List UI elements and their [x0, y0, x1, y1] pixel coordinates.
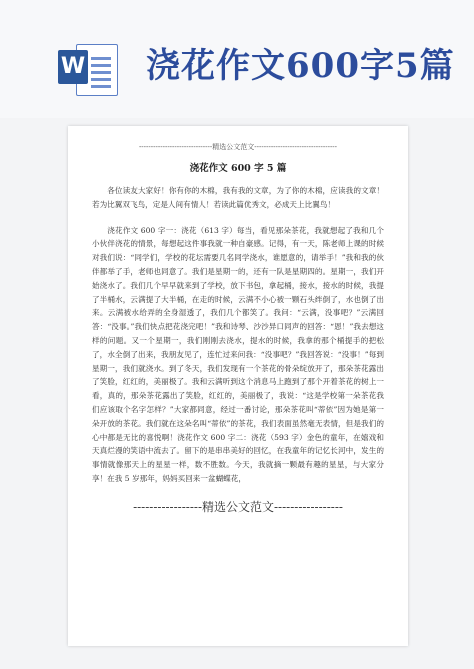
essay-paragraph: 浇花作文 600 字一：浇花（613 字）每当，看见那朵茶花，我就想起了我和几个小伙伴浇花的情景，每想起这件事我就一种自豪感。记得，有一天，陈老师上课的时候对我们说：“同学们，学校的花坛需要几名同学浇水，谁愿意的，请举手！”我和我的伙伴都举了手，老师也同意了。我们是星期一的，还有一队是星期四的。星期一，我们开始浇水了。我们几个早早就来到了学校，放下书包，拿起桶，接水，接水的时候，我提了半桶水，云满提了大半桶，在走的时候，云满不小心被一颗石头绊倒了，水也倒了出来。云满被水给弄的全身湿透了，我们几个都笑了。我问：“云满，没事吧？”云满回答：“没事。”我们快点把花浇完吧！”我和诗琴、沙沙异口同声的回答：“恩！”我去想这样的问题。又一个星期一，我们刚刚去浇水，提水的时候，我拿的那个桶提手的把松了，水全倒了出来，我朋友见了，连忙过来问我：“没事吧？”我回答说：“没事！”每到星期一，我们就浇水。到了冬天，我们发现有一个茶花的骨朵绽放开了，那朵茶花露出了笑脸，红红的，美丽极了。我和云满听到这个消息马上跑到了那个开着茶花的树上一看，真的，那朵茶花露出了笑脸，红红的，美丽极了，我说：“这是学校第一朵茶花我们应该取个名字怎样？”大家都同意，经过一番讨论，那朵茶花叫“蒂依”因为她是第一朵开放的茶花。我们就在这朵名叫“蒂依”的茶花，我们表面虽然毫无表情，但是我们的心中都是无比的喜悦啊！浇花作文 600 字二：浇花（593 字）金色的童年，在嬉戏和天真烂漫的笑语中流去了。留下的是串串美好的回忆，在我童年的记忆长河中，发生的事情就像那天上的星星一样，数不胜数。今天，我就摘一颗最有趣的星星，与大家分享！在我 5 岁那年，妈妈买回来一盆蝴蝶花，: [92, 225, 384, 483]
document-title: 浇花作文 600 字 5 篇: [189, 163, 287, 174]
footer-separator: -----------------精选公文范文-----------------: [133, 500, 343, 514]
document-page: [68, 126, 408, 646]
word-document-icon: [58, 40, 118, 96]
intro-paragraph: 各位读友大家好！你有你的木棉，我有我的文章，为了你的木棉，应读我的文章！若为比翼双飞鸟，定是人间有情人！若读此篇优秀文，必成天上比翼鸟！: [92, 186, 384, 209]
document-body: [92, 184, 384, 486]
preview-banner: [0, 0, 474, 118]
word-letter-badge: W: [58, 50, 88, 84]
header-separator: -------------------------------精选公文范文-----------------------------------: [138, 143, 338, 151]
banner-title: 浇花作文600字5篇: [146, 46, 455, 86]
